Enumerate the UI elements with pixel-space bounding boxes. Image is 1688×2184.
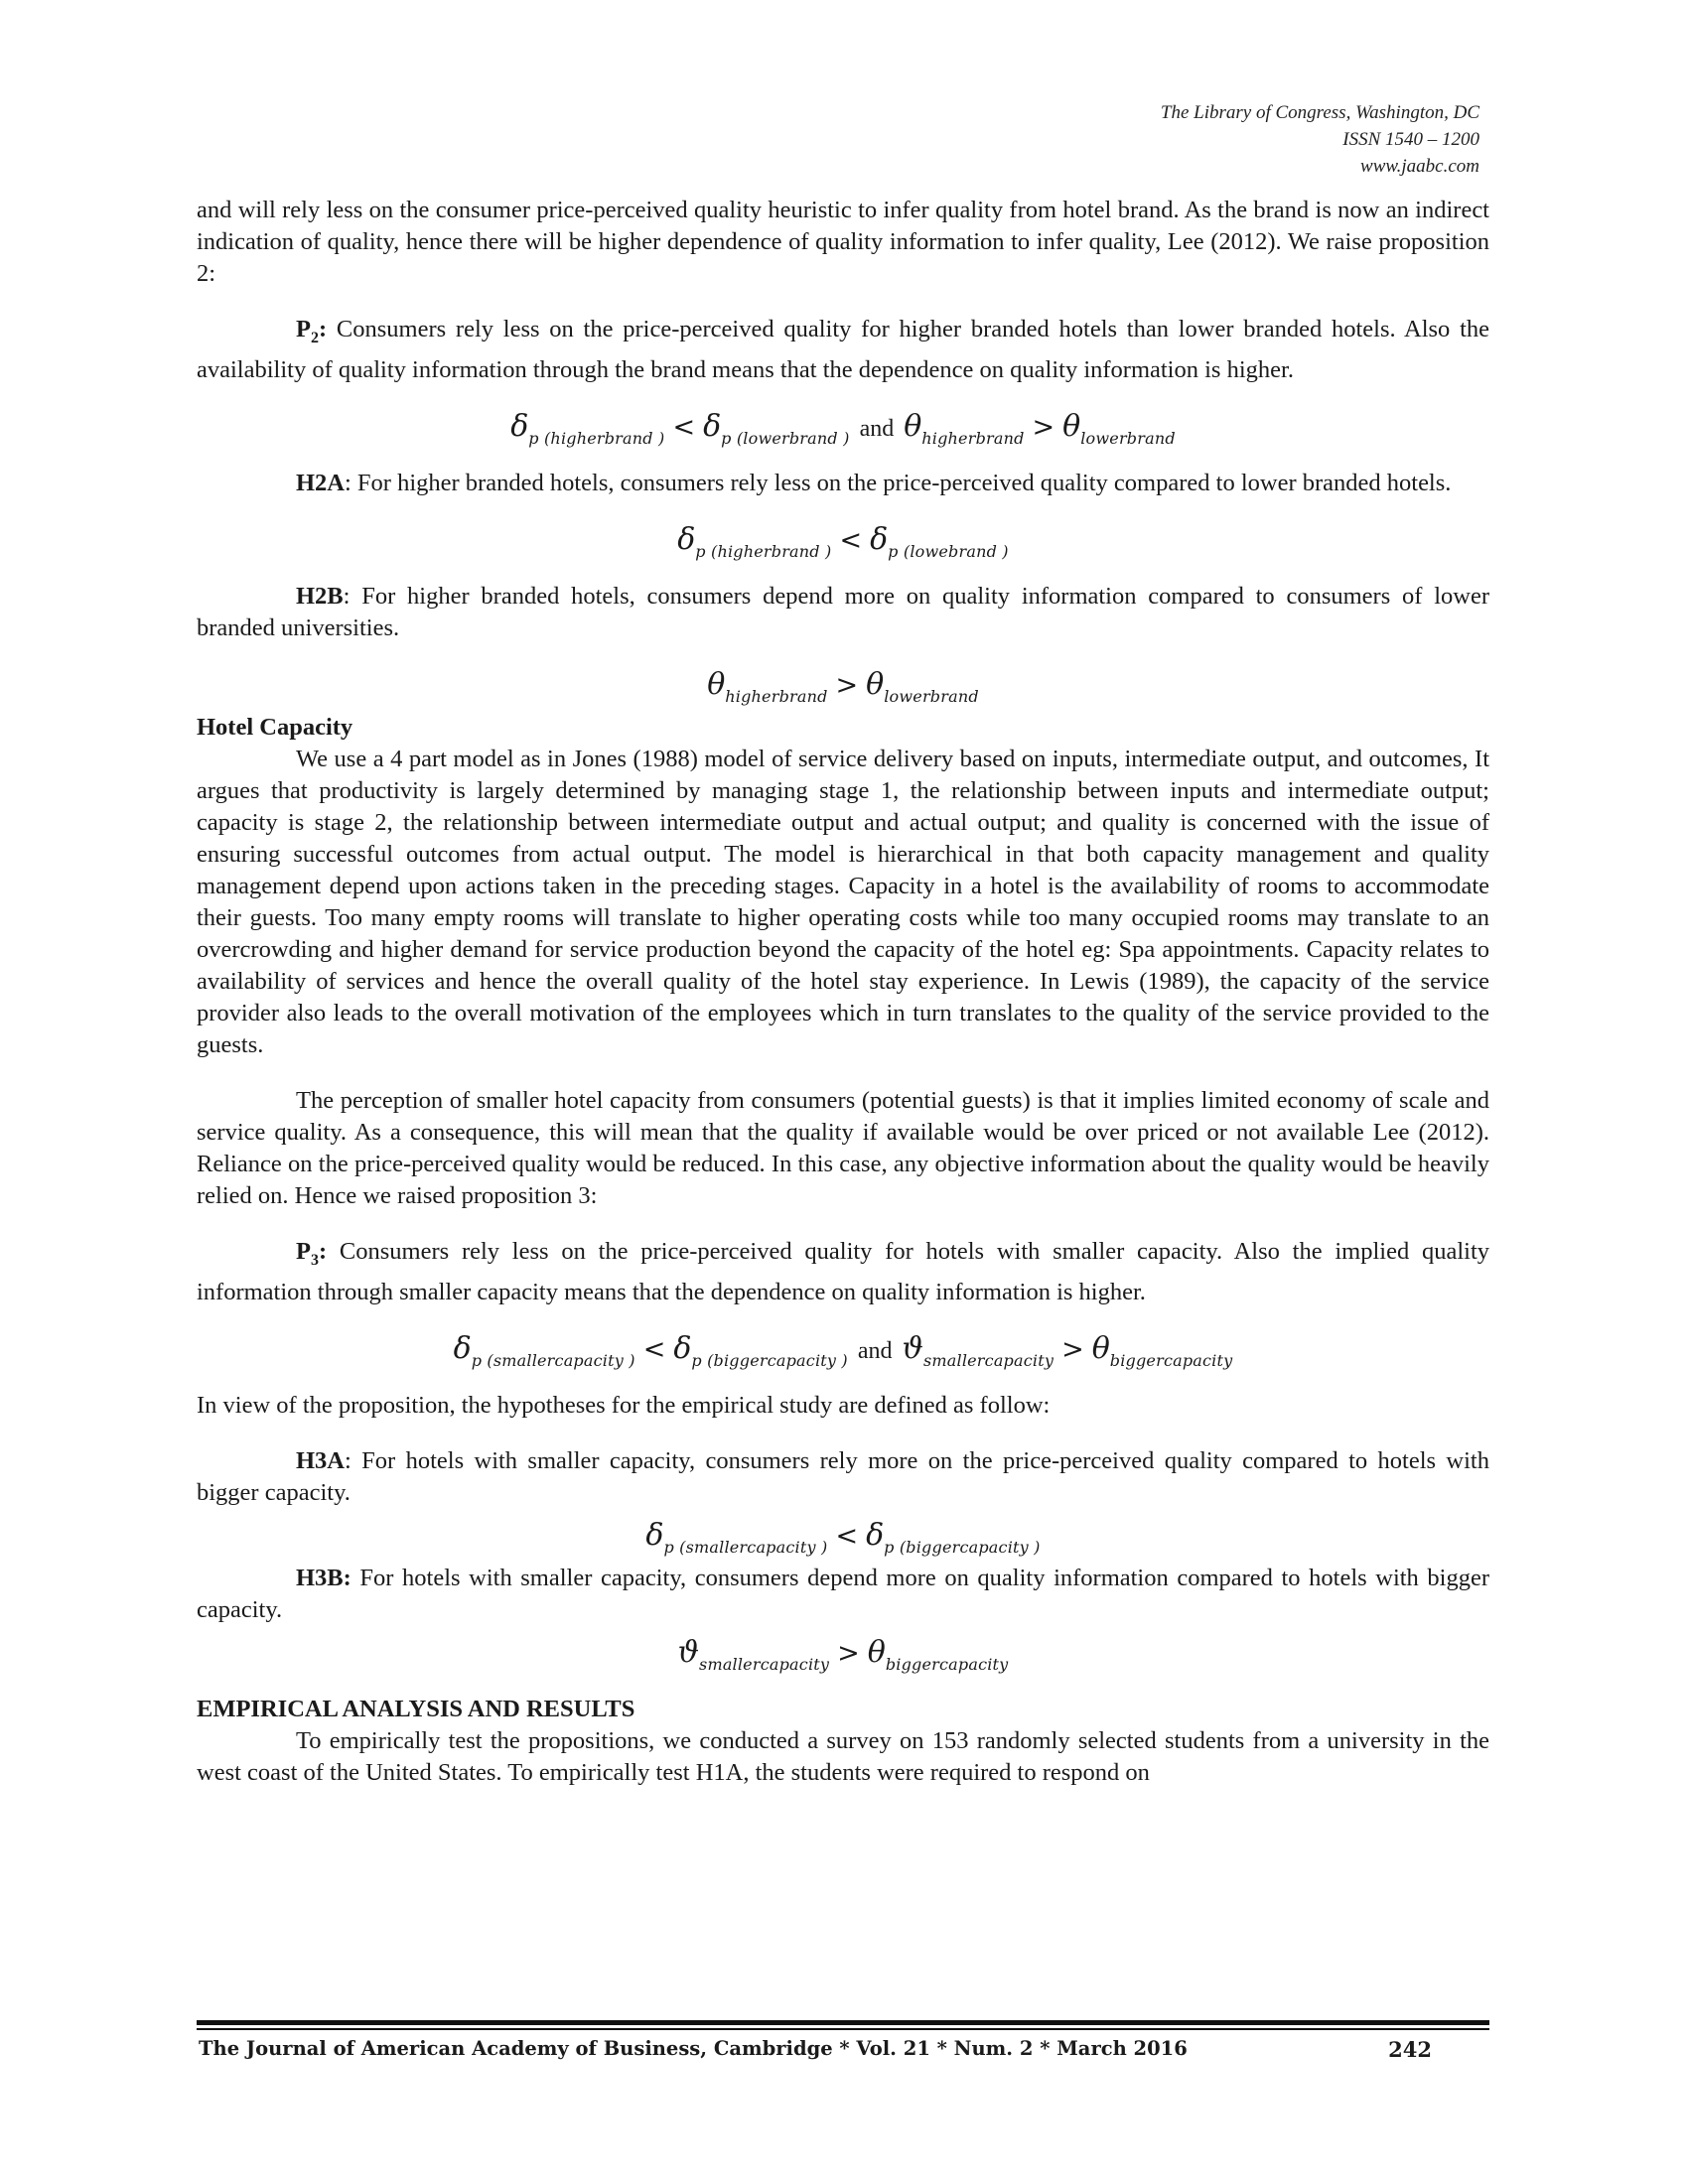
proposition-2: [197, 314, 1489, 386]
hypothesis-h2a-text: : For higher branded hotels, consumers rely less on the price-perceived quality compared to lower branded hotels.: [345, 469, 1452, 496]
paragraph-hypotheses-intro: In view of the proposition, the hypotheses for the empirical study are defined as follow:: [197, 1391, 1051, 1419]
paragraph-perception: The perception of smaller hotel capacity from consumers (potential guests) is that it implies limited economy of scale and service quality. As a consequence, this will mean that the quality if available would be over priced or not available Lee (2012). Reliance on the price-perceived quality would be reduced. In this case, any objective information about the quality would be heavily relied on. Hence we raised proposition 3:: [197, 1086, 1489, 1209]
page-number: 242: [1388, 2037, 1432, 2062]
equation-h2b: $\theta_{higherbrand} > \theta_{lowerbrand}$: [707, 666, 979, 706]
hypothesis-h2b-text: : For higher branded hotels, consumers depend more on quality information compared to consumers of lower branded universities.: [197, 582, 1489, 641]
hypothesis-h3a-label: H3A: [296, 1446, 345, 1474]
paragraph-empirical: To empirically test the propositions, we conducted a survey on 153 randomly selected students from a university in the west coast of the United States. To empirically test H1A, the students were required to respond on: [197, 1726, 1489, 1786]
section-heading-empirical: EMPIRICAL ANALYSIS AND RESULTS: [197, 1695, 635, 1722]
hypothesis-h2a: [197, 468, 1489, 499]
paragraph-brand-continuation: and will rely less on the consumer price-perceived quality heuristic to infer quality from hotel brand. As the brand is now an indirect indication of quality, hence there will be higher dependence of quality information to infer quality, Lee (2012). We raise proposition 2:: [197, 197, 1489, 287]
equation-proposition-3: $\delta_{p (smallercapacity )} < \delta_{p (biggercapacity )}$ and $ϑ_{smallercapacity} > \theta_{biggercapacity}$: [453, 1330, 1233, 1370]
equation-proposition-2: $\delta_{p (higherbrand )} < \delta_{p (lowerbrand )}$ and $\theta_{higherbrand} > \theta_{lowerbrand}$: [510, 408, 1176, 448]
hypothesis-h3a: [197, 1445, 1489, 1509]
hypothesis-h3b-text: For hotels with smaller capacity, consumers depend more on quality information compared to hotels with bigger capacity.: [197, 1564, 1489, 1623]
equation-h2a: $\delta_{p (higherbrand )} < \delta_{p (lowebrand )}$: [677, 521, 1009, 561]
proposition-3-label: $P_3$:: [296, 1237, 328, 1269]
hypothesis-h3b-label: H3B:: [296, 1564, 352, 1591]
proposition-2-text: Consumers rely less on the price-perceived quality for higher branded hotels than lower branded hotels. Also the availability of quality information through the brand means that the dependence on quality information is higher.: [197, 316, 1489, 383]
section-heading-hotel-capacity: Hotel Capacity: [197, 713, 353, 741]
header-issn: ISSN 1540 – 1200: [1342, 129, 1479, 150]
footer-rule-thin: [197, 2028, 1489, 2030]
article-body: [197, 195, 1489, 1789]
paragraph-capacity-model: We use a 4 part model as in Jones (1988) model of service delivery based on inputs, intermediate output, and outcomes, It argues that productivity is largely determined by managing stage 1, the relationship between inputs and intermediate output; capacity is stage 2, the relationship between intermediate output and actual output; and quality is concerned with the issue of ensuring successful outcomes from actual output. The model is hierarchical in that both capacity management and quality management depend upon actions taken in the preceding stages. Capacity in a hotel is the availability of rooms to accommodate their guests. Too many empty rooms will translate to higher operating costs while too many occupied rooms may translate to an overcrowding and higher demand for service production beyond the capacity of the hotel eg: Spa appointments. Capacity relates to availability of services and hence the overall quality of the hotel stay experience. In Lewis (1989), the capacity of the service provider also leads to the overall motivation of the employees which in turn translates to the quality of the service provided to the guests.: [197, 745, 1489, 1058]
hypothesis-h3a-text: : For hotels with smaller capacity, consumers rely more on the price-perceived quality compared to hotels with bigger capacity.: [197, 1446, 1489, 1506]
hypothesis-h2b: [197, 581, 1489, 644]
footer-rule-thick: [197, 2020, 1489, 2025]
hypothesis-h3b: [197, 1563, 1489, 1626]
running-header: [1161, 99, 1479, 180]
proposition-3: [197, 1236, 1489, 1308]
proposition-3-text: Consumers rely less on the price-perceived quality for hotels with smaller capacity. Also the implied quality information through smaller capacity means that the dependence on quality information is higher.: [197, 1237, 1490, 1305]
hypothesis-h2a-label: H2A: [296, 469, 345, 496]
header-library: The Library of Congress, Washington, DC: [1160, 102, 1479, 123]
footer-journal: The Journal of American Academy of Business, Cambridge * Vol. 21 * Num. 2 * March 2016: [199, 2037, 1188, 2060]
equation-h3b: $ϑ_{smallercapacity} > \theta_{biggercapacity}$: [677, 1634, 1009, 1674]
equation-h3a: $\delta_{p (smallercapacity )} < \delta_{p (biggercapacity )}$: [645, 1517, 1041, 1557]
proposition-2-label: $P_2$:: [296, 316, 328, 346]
header-url: www.jaabc.com: [1360, 156, 1479, 177]
hypothesis-h2b-label: H2B: [296, 582, 344, 610]
